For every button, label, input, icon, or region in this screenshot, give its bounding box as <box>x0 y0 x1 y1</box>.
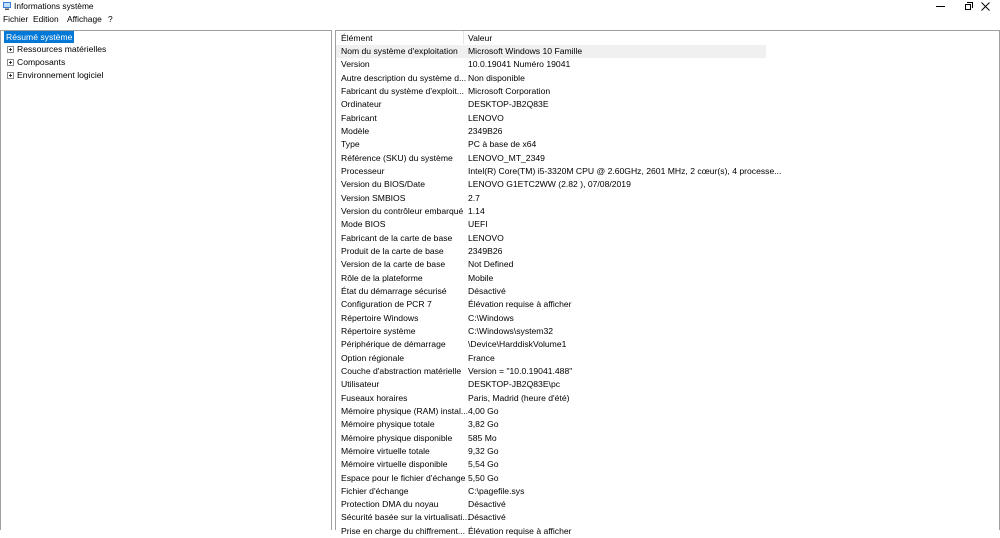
table-row[interactable] <box>336 205 999 218</box>
cell-element: Répertoire système <box>341 325 416 336</box>
cell-element: Espace pour le fichier d'échange <box>341 472 466 483</box>
table-row[interactable] <box>336 45 766 58</box>
table-row[interactable] <box>336 472 999 485</box>
menu-fichier[interactable]: Fichier <box>3 14 29 24</box>
cell-element: Mémoire virtuelle disponible <box>341 459 448 470</box>
cell-element: Mode BIOS <box>341 219 386 230</box>
cell-valeur: DESKTOP-JB2Q83E\pc <box>468 379 561 390</box>
cell-valeur: Paris, Madrid (heure d'été) <box>468 392 570 403</box>
cell-valeur: 2349B26 <box>468 245 503 256</box>
table-row[interactable] <box>336 112 999 125</box>
menu-help[interactable]: ? <box>108 14 113 24</box>
cell-element: Mémoire virtuelle totale <box>341 445 430 456</box>
table-row[interactable] <box>336 272 999 285</box>
tree-item-ressources-materielles[interactable] <box>7 43 106 55</box>
cell-element: Fichier d'échange <box>341 485 409 496</box>
table-row[interactable] <box>336 245 999 258</box>
cell-element: Version de la carte de base <box>341 259 446 270</box>
cell-element: Version du contrôleur embarqué <box>341 205 464 216</box>
tree-item-label: Composants <box>17 57 66 67</box>
cell-element: Protection DMA du noyau <box>341 499 439 510</box>
tree-item-label: Environnement logiciel <box>17 70 104 80</box>
table-row[interactable] <box>336 165 999 178</box>
cell-valeur: C:\Windows <box>468 312 514 323</box>
column-header-valeur[interactable]: Valeur <box>468 33 493 43</box>
cell-valeur: \Device\HarddiskVolume1 <box>468 339 567 350</box>
cell-element: Répertoire Windows <box>341 312 419 323</box>
cell-valeur: Intel(R) Core(TM) i5-3320M CPU @ 2.60GHz, 2601 MHz, 2 cœur(s), 4 processe... <box>468 165 782 176</box>
cell-element: Mémoire physique (RAM) instal... <box>341 405 469 416</box>
table-row[interactable] <box>336 325 999 338</box>
column-header-element[interactable]: Élément <box>341 33 373 43</box>
table-row[interactable] <box>336 258 999 271</box>
menu-bar <box>0 13 1000 25</box>
cell-element: Option régionale <box>341 352 405 363</box>
title-bar <box>0 0 1000 12</box>
system-info-icon <box>3 2 11 10</box>
table-row[interactable] <box>336 498 999 511</box>
table-row[interactable] <box>336 98 999 111</box>
cell-valeur: Désactivé <box>468 285 506 296</box>
cell-element: Fabricant du système d'exploit... <box>341 85 464 96</box>
tree-item-environnement-logiciel[interactable] <box>7 69 103 81</box>
cell-valeur: Microsoft Windows 10 Famille <box>468 46 583 56</box>
menu-edition[interactable]: Edition <box>33 14 59 24</box>
cell-valeur: 9,32 Go <box>468 445 499 456</box>
cell-element: Utilisateur <box>341 379 380 390</box>
tree-item-label: Ressources matérielles <box>17 44 107 54</box>
expand-icon[interactable] <box>7 46 14 53</box>
cell-valeur: 4,00 Go <box>468 405 499 416</box>
table-row[interactable] <box>336 352 999 365</box>
cell-valeur: LENOVO <box>468 112 504 123</box>
cell-element: Autre description du système d... <box>341 72 467 83</box>
category-tree <box>0 30 332 530</box>
table-row[interactable] <box>336 192 999 205</box>
cell-element: Version du BIOS/Date <box>341 179 426 190</box>
cell-valeur: C:\Windows\system32 <box>468 325 554 336</box>
table-row[interactable] <box>336 378 999 391</box>
cell-element: Version SMBIOS <box>341 192 406 203</box>
table-row[interactable] <box>336 445 999 458</box>
table-row[interactable] <box>336 232 999 245</box>
table-row[interactable] <box>336 178 999 191</box>
table-row[interactable] <box>336 125 999 138</box>
cell-element: Ordinateur <box>341 99 382 110</box>
cell-element: Type <box>341 139 360 150</box>
table-row[interactable] <box>336 338 999 351</box>
cell-valeur: 1.14 <box>468 205 485 216</box>
table-row[interactable] <box>336 392 999 405</box>
column-divider[interactable] <box>463 31 464 44</box>
table-row[interactable] <box>336 432 999 445</box>
menu-affichage[interactable]: Affichage <box>67 14 102 24</box>
cell-valeur: France <box>468 352 495 363</box>
cell-valeur: Élévation requise à afficher <box>468 525 572 536</box>
cell-valeur: 5,54 Go <box>468 459 499 470</box>
cell-valeur: C:\pagefile.sys <box>468 485 525 496</box>
table-row[interactable] <box>336 458 999 471</box>
cell-valeur: 5,50 Go <box>468 472 499 483</box>
cell-element: Produit de la carte de base <box>341 245 444 256</box>
cell-valeur: 2349B26 <box>468 125 503 136</box>
cell-valeur: Version = "10.0.19041.488" <box>468 365 573 376</box>
expand-icon[interactable] <box>7 72 14 79</box>
cell-element: Périphérique de démarrage <box>341 339 446 350</box>
details-list <box>335 30 1000 536</box>
cell-valeur: LENOVO <box>468 232 504 243</box>
cell-element: Couche d'abstraction matérielle <box>341 365 462 376</box>
table-row[interactable] <box>336 85 999 98</box>
cell-valeur: Microsoft Corporation <box>468 85 551 96</box>
minimize-button[interactable] <box>925 0 955 12</box>
cell-valeur: Désactivé <box>468 512 506 523</box>
table-row[interactable] <box>336 418 999 431</box>
cell-element: Modèle <box>341 125 370 136</box>
cell-valeur: 585 Mo <box>468 432 497 443</box>
cell-element: Version <box>341 59 370 70</box>
table-row[interactable] <box>336 152 999 165</box>
cell-element: État du démarrage sécurisé <box>341 285 447 296</box>
cell-element: Sécurité basée sur la virtualisati... <box>341 512 470 523</box>
table-row[interactable] <box>336 58 999 71</box>
close-button[interactable] <box>970 0 1000 12</box>
cell-valeur: UEFI <box>468 219 488 230</box>
cell-valeur: 2.7 <box>468 192 480 203</box>
tree-item-resume-systeme[interactable] <box>4 31 74 43</box>
table-row[interactable] <box>336 312 999 325</box>
list-rows <box>336 45 999 538</box>
table-row[interactable] <box>336 72 999 85</box>
table-row[interactable] <box>336 298 999 311</box>
close-icon <box>981 2 990 11</box>
window-title: Informations système <box>14 1 94 11</box>
cell-valeur: LENOVO G1ETC2WW (2.82 ), 07/08/2019 <box>468 179 631 190</box>
cell-element: Fuseaux horaires <box>341 392 408 403</box>
cell-valeur: Not Defined <box>468 259 514 270</box>
cell-valeur: Désactivé <box>468 499 506 510</box>
cell-element: Nom du système d'exploitation <box>341 46 458 56</box>
table-row[interactable] <box>336 405 999 418</box>
cell-element: Rôle de la plateforme <box>341 272 423 283</box>
cell-valeur: Non disponible <box>468 72 525 83</box>
table-row[interactable] <box>336 485 999 498</box>
list-header <box>336 31 999 44</box>
cell-valeur: LENOVO_MT_2349 <box>468 152 545 163</box>
cell-element: Processeur <box>341 165 385 176</box>
cell-valeur: Mobile <box>468 272 494 283</box>
cell-valeur: 10.0.19041 Numéro 19041 <box>468 59 571 70</box>
cell-element: Fabricant <box>341 112 377 123</box>
cell-valeur: DESKTOP-JB2Q83E <box>468 99 549 110</box>
minimize-icon <box>936 6 945 7</box>
tree-item-composants[interactable] <box>7 56 65 68</box>
table-row[interactable] <box>336 138 999 151</box>
table-row[interactable] <box>336 365 999 378</box>
cell-element: Référence (SKU) du système <box>341 152 453 163</box>
cell-valeur: PC à base de x64 <box>468 139 537 150</box>
cell-valeur: 3,82 Go <box>468 419 499 430</box>
cell-element: Configuration de PCR 7 <box>341 299 432 310</box>
cell-element: Mémoire physique disponible <box>341 432 453 443</box>
cell-element: Prise en charge du chiffrement... <box>341 525 466 536</box>
table-row[interactable] <box>336 218 999 231</box>
table-row[interactable] <box>336 285 999 298</box>
expand-icon[interactable] <box>7 59 14 66</box>
table-row[interactable] <box>336 525 999 538</box>
cell-element: Mémoire physique totale <box>341 419 435 430</box>
table-row[interactable] <box>336 511 999 524</box>
cell-element: Fabricant de la carte de base <box>341 232 453 243</box>
tree-item-label: Résumé système <box>6 32 73 42</box>
cell-valeur: Élévation requise à afficher <box>468 299 572 310</box>
